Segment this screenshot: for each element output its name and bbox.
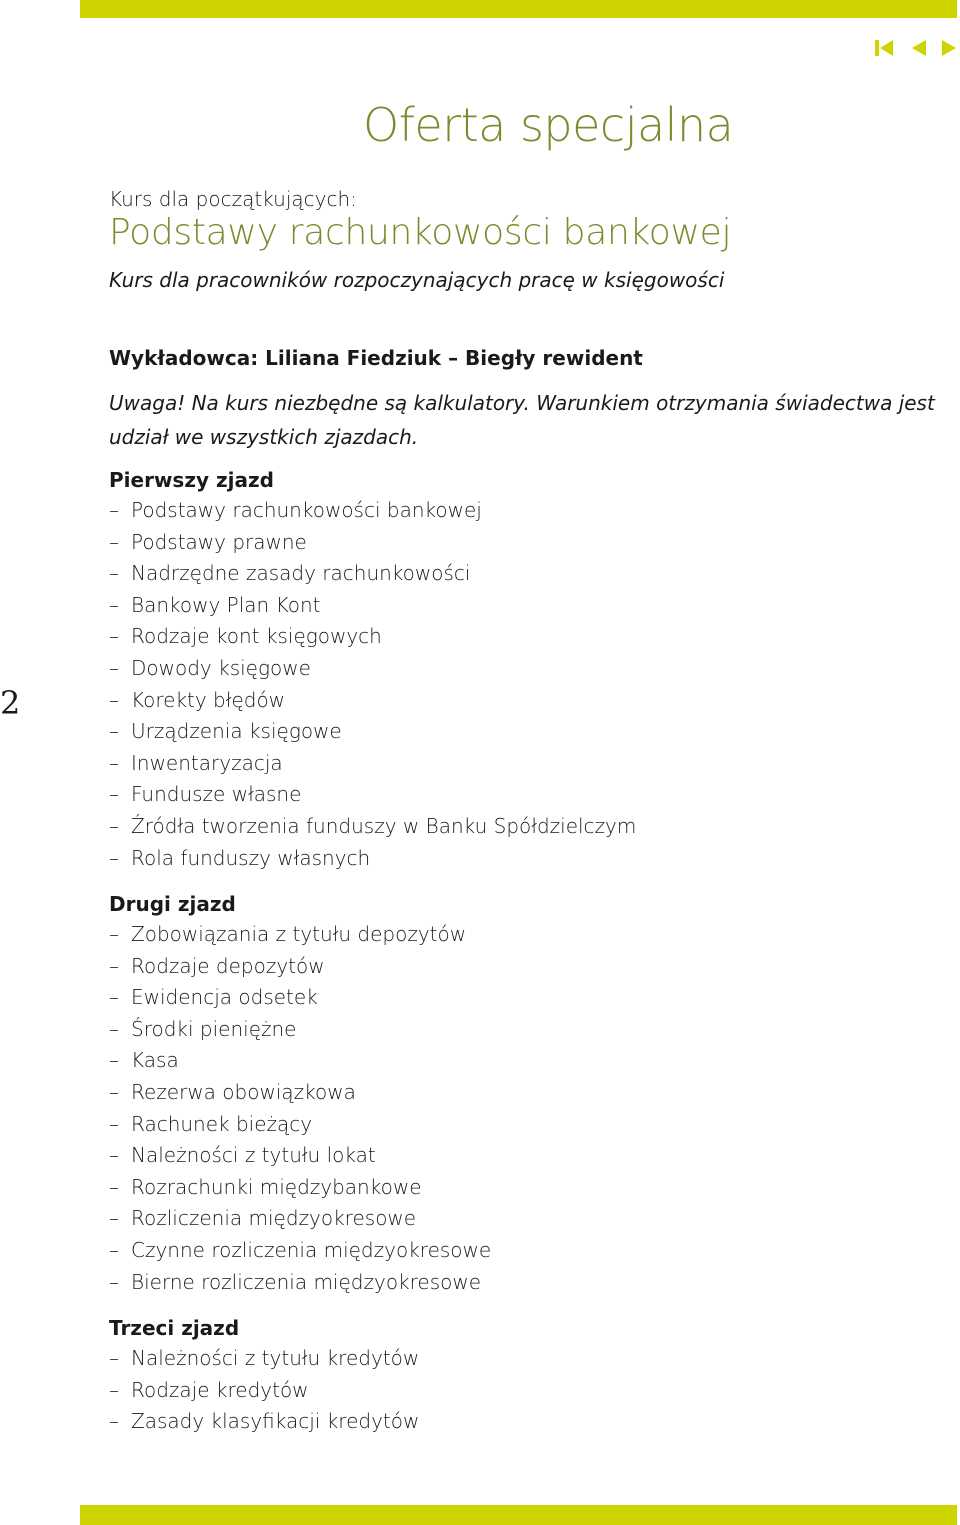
first-page-icon: [874, 38, 894, 58]
list-item-text: Kasa: [131, 1048, 179, 1073]
list-item-text: Zobowiązania z tytułu depozytów: [131, 922, 467, 946]
list-item-text: Nadrzędne zasady rachunkowości: [131, 561, 471, 586]
list-item: [109, 985, 491, 1017]
list-item-text: Fundusze własne: [131, 782, 302, 807]
dash-bullet: –: [109, 782, 119, 807]
dash-bullet: –: [109, 1269, 119, 1294]
note: Uwaga! Na kurs niezbędne są kalkulatory. Warunkiem otrzymania świadectwa jest udział we wszystkich zjazdach.: [109, 391, 935, 449]
list-item: [109, 1238, 491, 1270]
list-item: [109, 593, 636, 625]
list-item: [109, 1409, 419, 1441]
topic-list: [109, 1346, 419, 1441]
section-second-meeting: [109, 892, 491, 1301]
list-item-text: Zasady klasyfikacji kredytów: [131, 1409, 420, 1434]
list-item: [109, 846, 636, 878]
dash-bullet: –: [109, 1016, 119, 1041]
dash-bullet: –: [109, 1048, 119, 1073]
list-item-text: Urządzenia księgowe: [131, 719, 342, 744]
list-item: [109, 719, 636, 751]
section-heading: Drugi zjazd: [109, 892, 236, 916]
list-item: [109, 922, 491, 954]
list-item-text: Źródła tworzenia funduszy w Banku Spółdzielczym: [131, 813, 637, 838]
list-item-text: Czynne rozliczenia międzyokresowe: [131, 1237, 492, 1262]
list-item-text: Rodzaje kredytów: [131, 1377, 309, 1402]
dash-bullet: –: [109, 655, 119, 680]
course-kicker: Kurs dla początkujących:: [109, 187, 357, 211]
dash-bullet: –: [109, 1237, 119, 1262]
list-item: [109, 530, 636, 562]
dash-bullet: –: [109, 719, 119, 744]
list-item-text: Rachunek bieżący: [131, 1111, 313, 1136]
previous-page-icon: [910, 38, 928, 58]
list-item: [109, 814, 636, 846]
list-item: [109, 1175, 491, 1207]
dash-bullet: –: [109, 1143, 119, 1168]
dash-bullet: –: [109, 845, 119, 870]
dash-bullet: –: [109, 953, 119, 978]
list-item: [109, 624, 636, 656]
list-item: [109, 1346, 419, 1378]
list-item: [109, 1143, 491, 1175]
course-subtitle: Kurs dla pracowników rozpoczynających pracę w księgowości: [109, 268, 725, 292]
dash-bullet: –: [109, 1409, 119, 1434]
list-item: [109, 1080, 491, 1112]
list-item-text: Rozrachunki międzybankowe: [131, 1174, 422, 1199]
next-page-icon: [940, 38, 958, 58]
next-page-button[interactable]: [940, 38, 958, 58]
list-item-text: Rezerwa obowiązkowa: [131, 1079, 356, 1104]
dash-bullet: –: [109, 750, 119, 775]
list-item: [109, 954, 491, 986]
bottom-accent-bar: [80, 1505, 957, 1525]
list-item: [109, 656, 636, 688]
list-item-text: Korekty błędów: [131, 687, 286, 712]
first-page-button[interactable]: [874, 38, 892, 58]
dash-bullet: –: [109, 1346, 119, 1370]
list-item-text: Należności z tytułu lokat: [131, 1143, 376, 1168]
section-heading: Pierwszy zjazd: [109, 468, 274, 492]
lecturer: Wykładowca: Liliana Fiedziuk – Biegły rewident: [109, 346, 643, 370]
dash-bullet: –: [109, 561, 119, 586]
list-item-text: Rodzaje depozytów: [131, 953, 325, 978]
dash-bullet: –: [109, 1079, 119, 1104]
list-item-text: Dowody księgowe: [131, 655, 311, 680]
dash-bullet: –: [109, 624, 119, 649]
dash-bullet: –: [109, 498, 119, 522]
list-item-text: Podstawy rachunkowości bankowej: [131, 498, 482, 522]
list-item: [109, 561, 636, 593]
topic-list: [109, 498, 636, 877]
list-item-text: Rozliczenia międzyokresowe: [131, 1206, 417, 1231]
list-item-text: Rola funduszy własnych: [131, 845, 371, 870]
list-item: [109, 1206, 491, 1238]
topic-list: [109, 922, 491, 1301]
dash-bullet: –: [109, 813, 119, 838]
list-item-text: Bankowy Plan Kont: [131, 592, 321, 617]
dash-bullet: –: [109, 529, 119, 554]
list-item: [109, 498, 636, 530]
top-accent-bar: [80, 0, 957, 18]
dash-bullet: –: [109, 1377, 119, 1402]
course-name: Podstawy rachunkowości bankowej: [109, 212, 732, 253]
section-first-meeting: [109, 468, 636, 877]
dash-bullet: –: [109, 985, 119, 1010]
list-item-text: Rodzaje kont księgowych: [131, 624, 382, 649]
dash-bullet: –: [109, 687, 119, 712]
dash-bullet: –: [109, 1174, 119, 1199]
list-item-text: Ewidencja odsetek: [131, 985, 318, 1010]
list-item-text: Środki pieniężne: [131, 1016, 297, 1041]
dash-bullet: –: [109, 1206, 119, 1231]
page-title: Oferta specjalna: [363, 98, 734, 152]
list-item-text: Inwentaryzacja: [131, 750, 283, 775]
list-item: [109, 1270, 491, 1302]
previous-page-button[interactable]: [910, 38, 928, 58]
list-item: [109, 688, 636, 720]
page-number: 2: [0, 684, 21, 722]
list-item-text: Podstawy prawne: [131, 529, 307, 554]
list-item: [109, 1112, 491, 1144]
list-item: [109, 751, 636, 783]
section-heading: Trzeci zjazd: [109, 1316, 240, 1340]
list-item: [109, 1048, 491, 1080]
list-item-text: Należności z tytułu kredytów: [131, 1346, 420, 1370]
list-item: [109, 782, 636, 814]
list-item-text: Bierne rozliczenia międzyokresowe: [131, 1269, 482, 1294]
list-item: [109, 1378, 419, 1410]
dash-bullet: –: [109, 592, 119, 617]
section-third-meeting: [109, 1316, 419, 1441]
dash-bullet: –: [109, 1111, 119, 1136]
list-item: [109, 1017, 491, 1049]
dash-bullet: –: [109, 922, 119, 946]
